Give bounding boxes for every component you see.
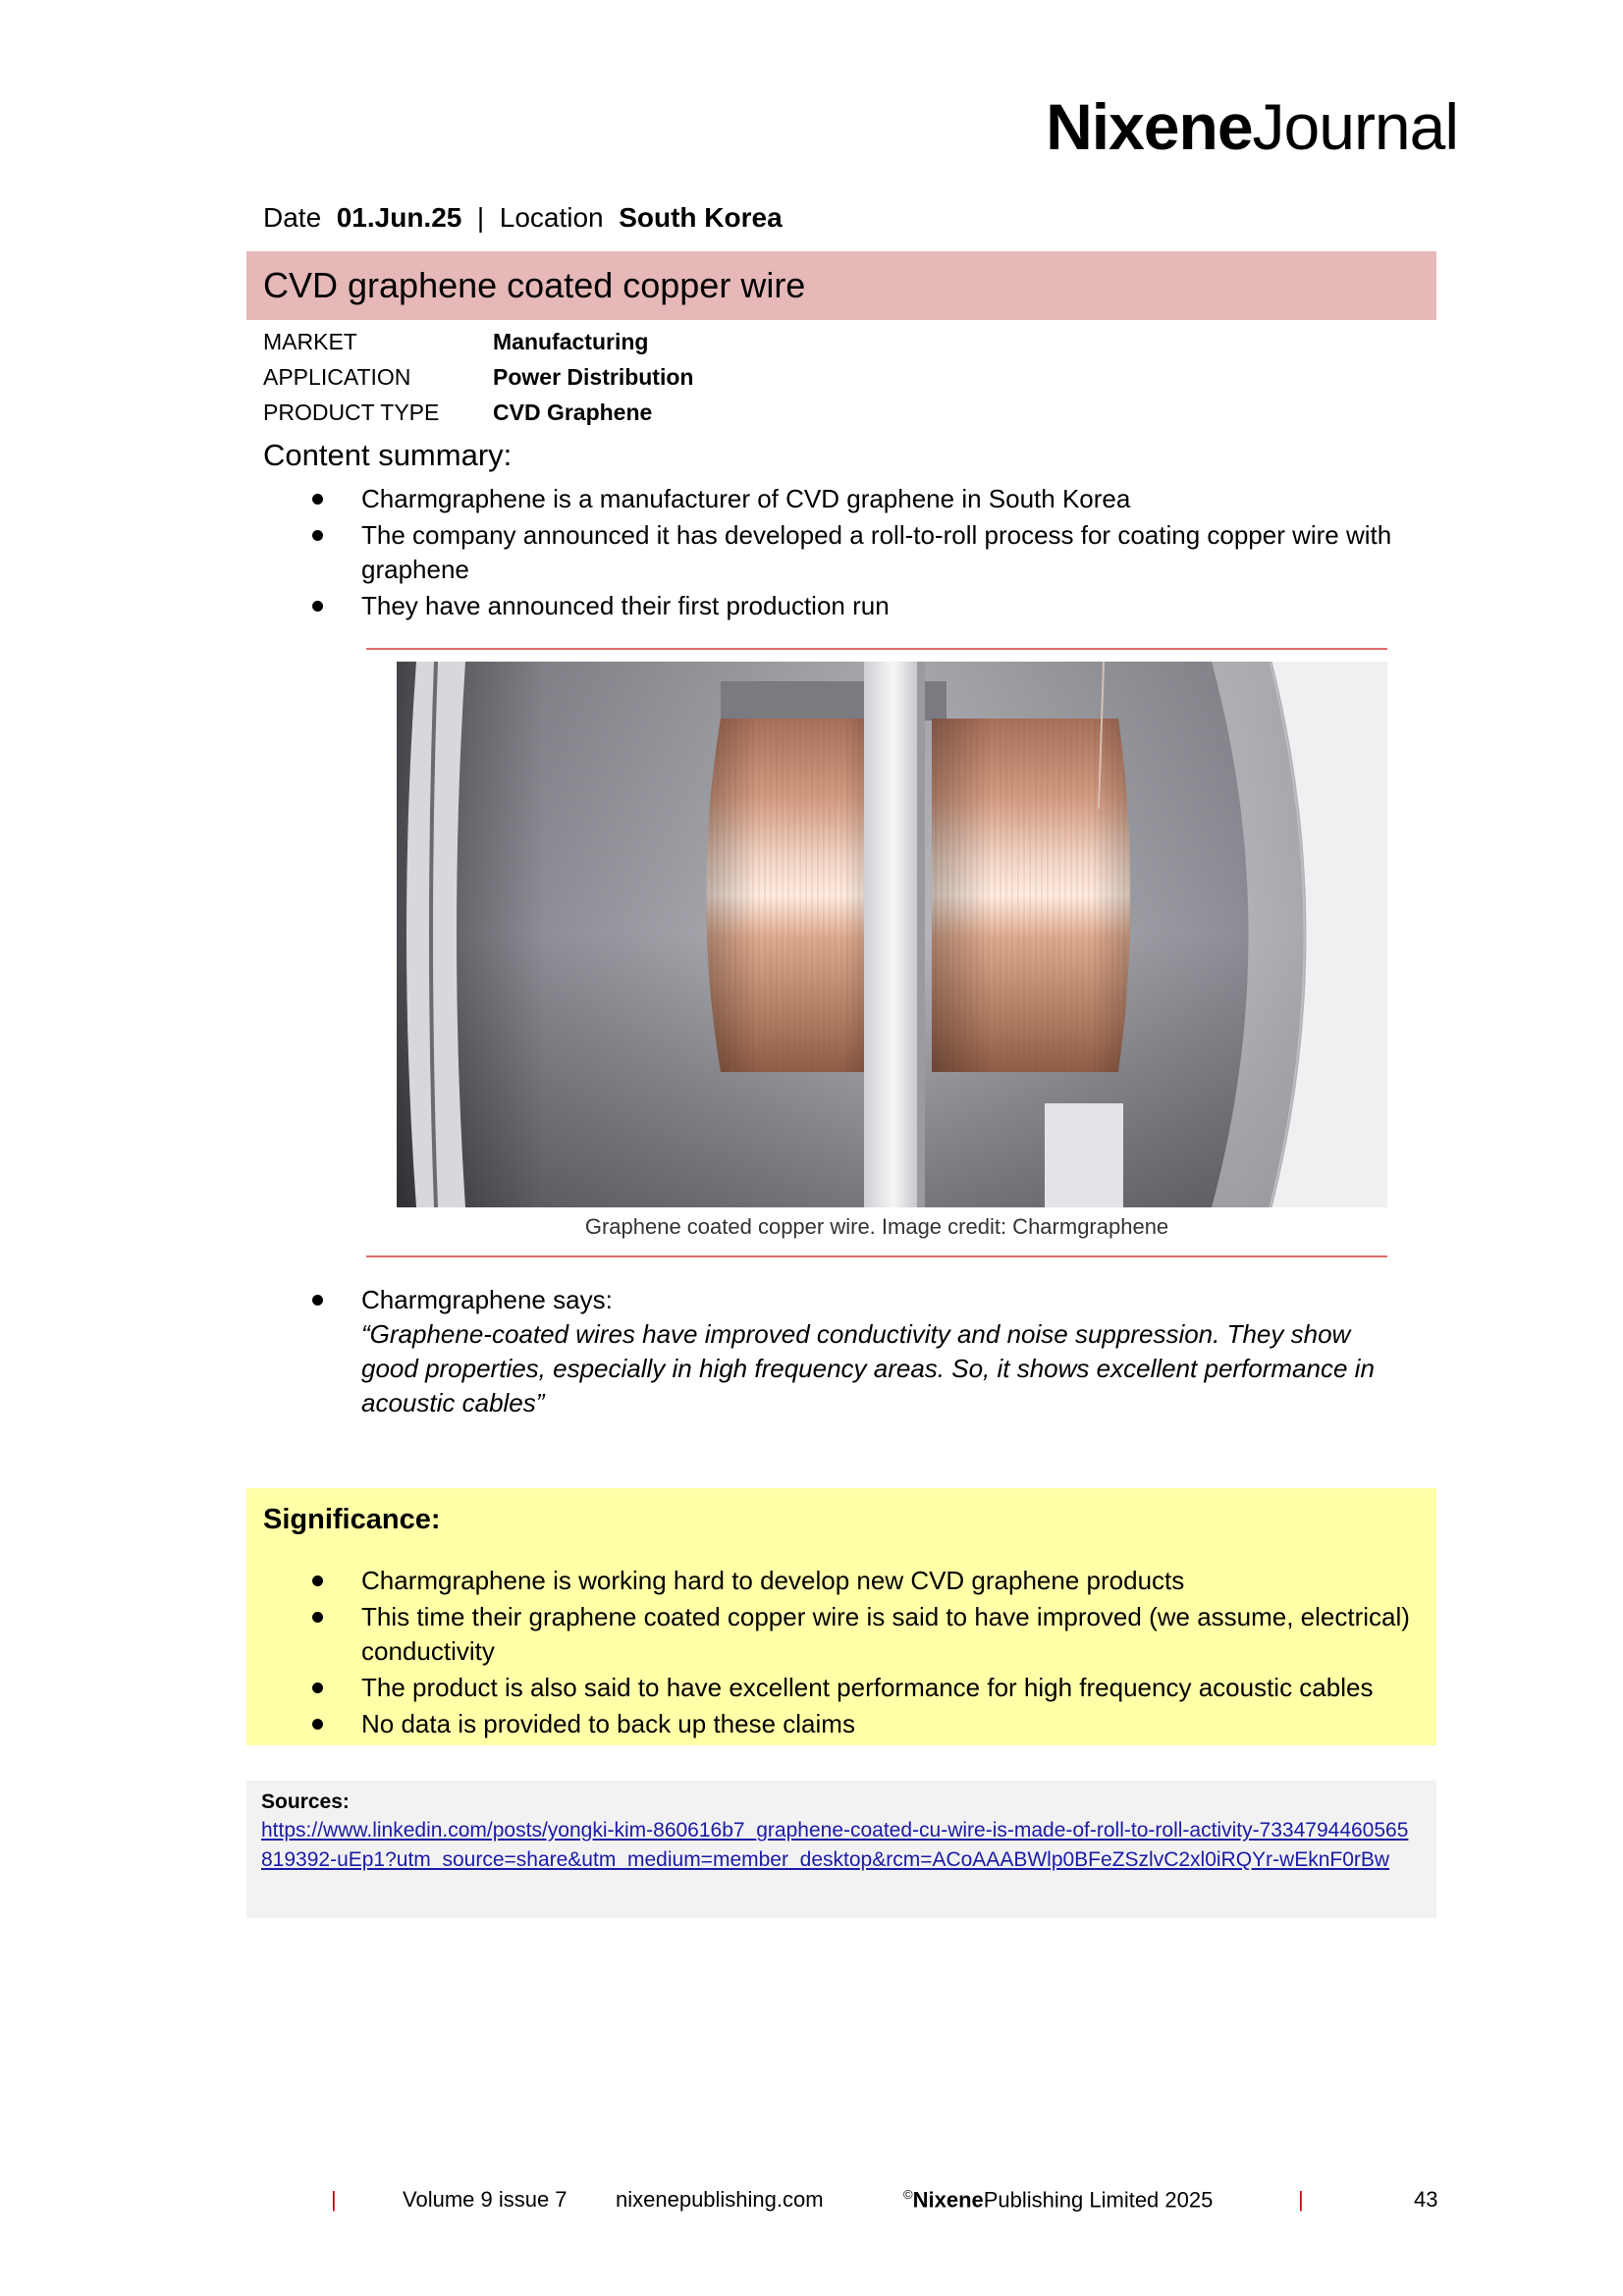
bullet-icon [312,1612,323,1623]
footer-publisher-bold: Nixene [912,2187,984,2213]
page-number: 43 [1414,2187,1438,2212]
page-footer [0,2187,1623,2222]
article-title: CVD graphene coated copper wire [246,251,1436,320]
divider-top [366,648,1387,650]
footer-website[interactable]: nixenepublishing.com [616,2187,824,2212]
list-item-text: Charmgraphene is a manufacturer of CVD graphene in South Korea [361,484,1131,513]
list-item-text: They have announced their first production run [361,591,890,620]
list-item-text: No data is provided to back up these claims [361,1709,855,1738]
bullet-icon [312,1575,323,1586]
significance-box [246,1488,1436,1745]
copper-wire-spool-photo [397,662,1387,1207]
meta-value: Manufacturing [493,329,649,354]
quote-list [263,1283,1402,1422]
meta-row-application [263,359,693,395]
brand-bold: Nixene [1046,90,1253,163]
location-value: South Korea [619,202,783,233]
brand-light: Journal [1252,90,1458,163]
meta-value: CVD Graphene [493,400,653,425]
sources-box [246,1781,1436,1918]
quote-intro: Charmgraphene says: [361,1285,613,1314]
list-item [263,482,1402,516]
article-meta [263,324,693,430]
meta-key: APPLICATION [263,364,411,390]
divider-bottom [366,1255,1387,1257]
image-caption: Graphene coated copper wire. Image credit: Charmgraphene [584,1214,1169,1239]
list-item-text: Charmgraphene is working hard to develop new CVD graphene products [361,1566,1185,1595]
bullet-icon [312,530,323,541]
significance-heading: Significance: [263,1504,441,1535]
date-label: Date [263,202,322,233]
location-label: Location [499,202,604,233]
bullet-icon [312,494,323,505]
list-item [263,589,1402,623]
sources-heading: Sources: [261,1790,350,1813]
list-item [263,1600,1412,1669]
source-link[interactable]: https://www.linkedin.com/posts/yongki-kim-860616b7_graphene-coated-cu-wire-is-made-of-roll-to-roll-activity-7334794460565819392-uEp1?utm_source=share&utm_medium=member_desktop&rcm=ACoAAABWlp0BFeZSzlvC2xl0iRQYr-wEknF0rBw [261,1819,1409,1871]
footer-copyright [903,2187,1213,2213]
masthead-logo [1046,90,1458,163]
dateline [263,202,783,234]
list-item [263,1707,1412,1741]
bullet-icon [312,1682,323,1693]
spool-illustration [397,662,1387,1207]
list-item [263,518,1402,587]
meta-key: PRODUCT TYPE [263,400,440,425]
dateline-separator: | [476,202,485,233]
bullet-icon [312,1295,323,1306]
quote-text: “Graphene-coated wires have improved conductivity and noise suppression. They show good properties, especially in high frequency areas. So, it shows excellent performance in acoustic cables” [361,1319,1375,1417]
footer-publisher-rest: Publishing Limited 2025 [983,2187,1214,2213]
footer-volume: Volume 9 issue 7 [403,2187,568,2212]
meta-value: Power Distribution [493,364,694,390]
list-item-text: The product is also said to have excellent performance for high frequency acoustic cables [361,1673,1374,1702]
meta-key: MARKET [263,329,357,354]
footer-bar-right: | [1298,2187,1304,2212]
list-item [263,1283,1402,1420]
meta-row-product-type [263,395,693,430]
bullet-icon [312,1719,323,1730]
meta-row-market [263,324,693,359]
summary-list [263,482,1402,625]
list-item [263,1564,1412,1598]
list-item-text: This time their graphene coated copper wire is said to have improved (we assume, electrical) conductivity [361,1602,1410,1666]
list-item [263,1671,1412,1705]
footer-bar-left: | [331,2187,337,2212]
date-value: 01.Jun.25 [336,202,462,233]
copyright-symbol: © [903,2187,913,2202]
list-item-text: The company announced it has developed a roll-to-roll process for coating copper wire with graphene [361,520,1392,584]
bullet-icon [312,601,323,612]
significance-list [263,1564,1412,1743]
summary-heading: Content summary: [263,438,513,472]
